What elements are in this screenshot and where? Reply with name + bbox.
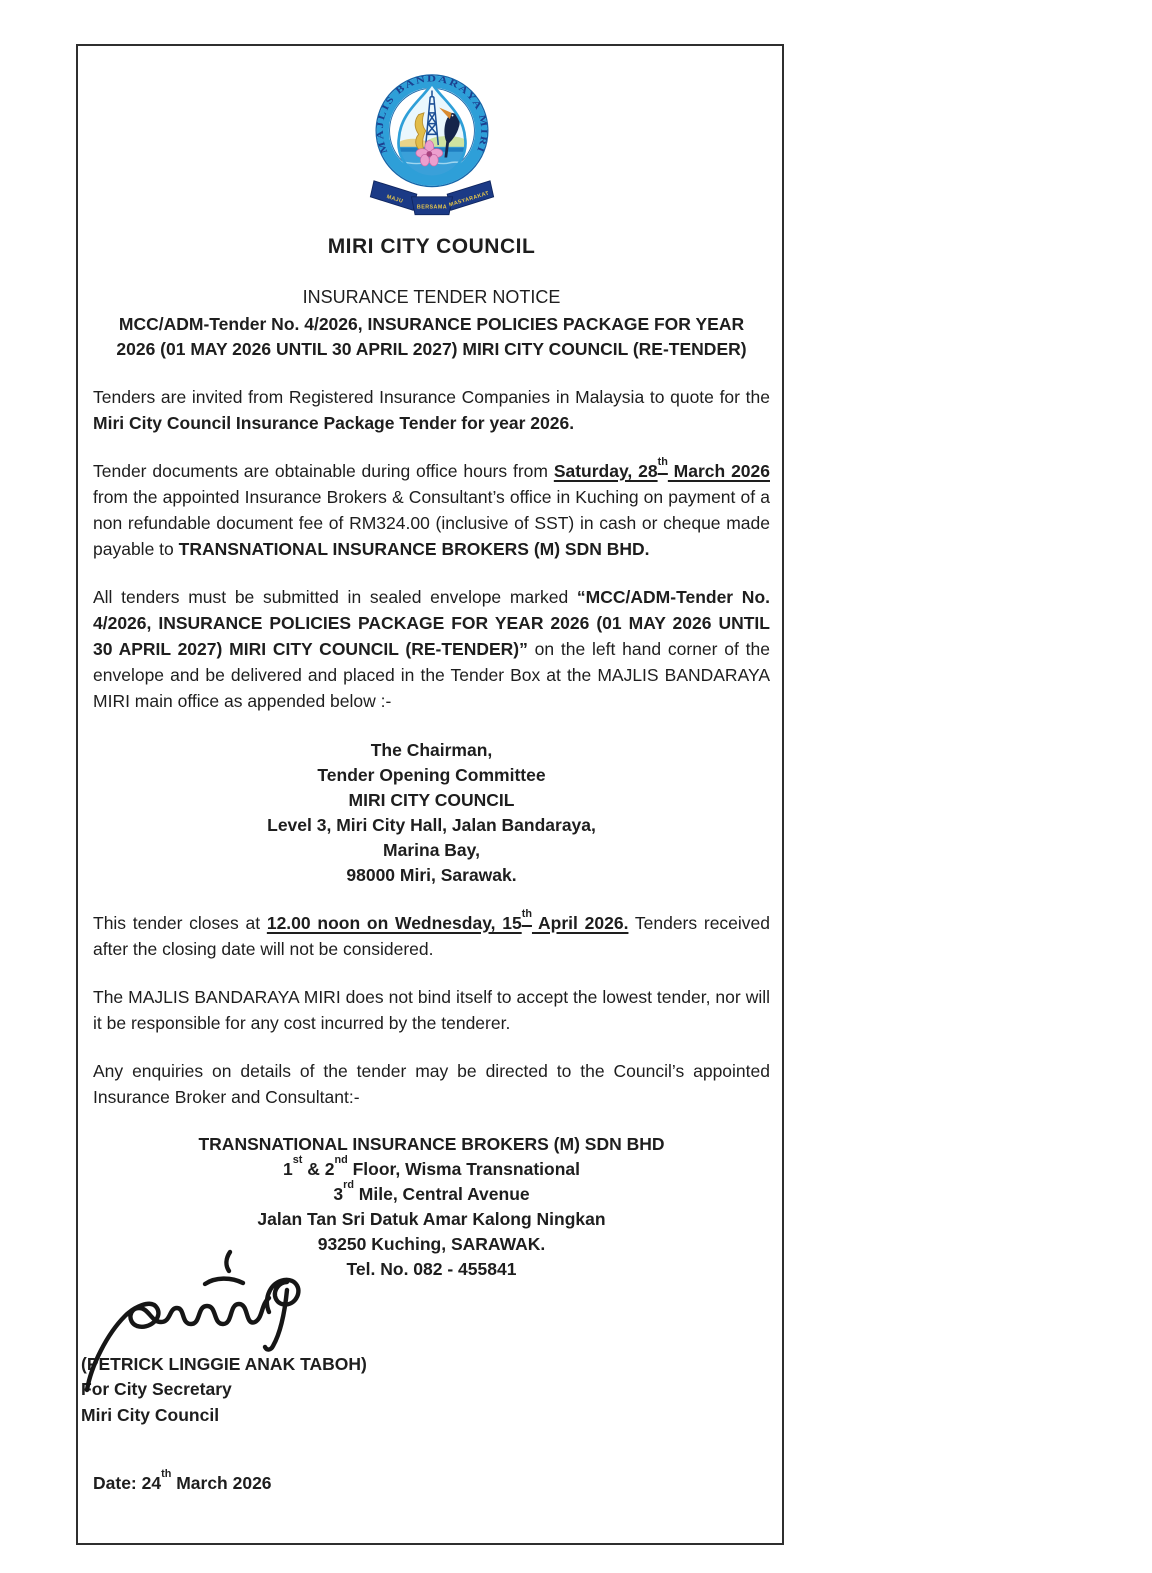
broker-line: Jalan Tan Sri Datuk Amar Kalong Ningkan xyxy=(257,1208,606,1229)
broker-line: 1st & 2nd Floor, Wisma Transnational xyxy=(282,1153,580,1179)
crest-ribbon-center-text: BERSAMA xyxy=(416,204,447,211)
miri-city-council-crest-logo xyxy=(365,70,499,224)
page-border xyxy=(76,44,784,1545)
tender-title-line2: 2026 (01 MAY 2026 UNTIL 30 APRIL 2027) MIRI CITY COUNCIL (RE-TENDER) xyxy=(116,338,747,359)
notice-title: INSURANCE TENDER NOTICE xyxy=(302,286,561,307)
crest-ring-text: MAJLIS BANDARAYA MIRI xyxy=(375,74,488,155)
signatory-title: For City Secretary xyxy=(81,1379,232,1400)
address-line: Level 3, Miri City Hall, Jalan Bandaraya, xyxy=(267,814,596,835)
crest-ribbon-right-text: MASYARAKAT xyxy=(447,190,490,209)
tender-box-address xyxy=(93,738,770,888)
broker-line: TRANSNATIONAL INSURANCE BROKERS (M) SDN BHD xyxy=(198,1133,665,1154)
tender-title xyxy=(93,312,770,362)
paragraph-submission: All tenders must be submitted in sealed envelope marked “MCC/ADM-Tender No. 4/2026, INSURANCE POLICIES PACKAGE FOR YEAR 2026 (01 MAY 2026 UNTIL 30 APRIL 2027) MIRI CITY COUNCIL (RE-TENDER)” on the left hand corner of the envelope and be delivered and placed in the Tender Box at the MAJLIS BANDARAYA MIRI main office as appended below :- xyxy=(93,586,770,711)
signature-area xyxy=(93,1282,770,1352)
paragraph-documents: Tender documents are obtainable during office hours from Saturday, 28th March 2026 from the appointed Insurance Brokers & Consultant’s office in Kuching on payment of a non refundable document fee of RM324.00 (inclusive of SST) in cash or cheque made payable to TRANSNATIONAL INSURANCE BROKERS (M) SDN BHD. xyxy=(93,455,770,559)
signatory-org: Miri City Council xyxy=(81,1404,220,1425)
broker-address xyxy=(93,1132,770,1282)
crest-ribbon-left-text: MAJU xyxy=(385,194,404,205)
tender-title-line1: MCC/ADM-Tender No. 4/2026, INSURANCE POLICIES PACKAGE FOR YEAR xyxy=(118,313,745,334)
broker-line: 3rd Mile, Central Avenue xyxy=(333,1178,530,1204)
address-line: 98000 Miri, Sarawak. xyxy=(346,864,517,885)
address-line: The Chairman, xyxy=(370,739,493,760)
broker-line: 93250 Kuching, SARAWAK. xyxy=(317,1233,546,1254)
paragraph-closing-date: This tender closes at 12.00 noon on Wednesday, 15th April 2026. Tenders received after the closing date will not be considered. xyxy=(93,907,771,959)
page-content xyxy=(78,70,782,1496)
paragraph-invitation: Tenders are invited from Registered Insurance Companies in Malaysia to quote for the Miri City Council Insurance Package Tender for year 2026. xyxy=(93,386,770,433)
date-line: Date: 24th March 2026 xyxy=(93,1468,272,1494)
broker-line: Tel. No. 082 - 455841 xyxy=(346,1258,517,1279)
paragraph-disclaimer: The MAJLIS BANDARAYA MIRI does not bind itself to accept the lowest tender, nor will it be responsible for any cost incurred by the tenderer. xyxy=(93,986,770,1033)
address-line: Marina Bay, xyxy=(383,839,480,860)
signatory-name: (PETRICK LINGGIE ANAK TABOH) xyxy=(81,1353,367,1374)
org-name: MIRI CITY COUNCIL xyxy=(327,234,536,258)
address-line: MIRI CITY COUNCIL xyxy=(348,789,515,810)
signatory-block xyxy=(81,1352,770,1429)
address-line: Tender Opening Committee xyxy=(317,764,546,785)
paragraph-enquiries: Any enquiries on details of the tender may be directed to the Council’s appointed Insurance Broker and Consultant:- xyxy=(93,1060,770,1107)
